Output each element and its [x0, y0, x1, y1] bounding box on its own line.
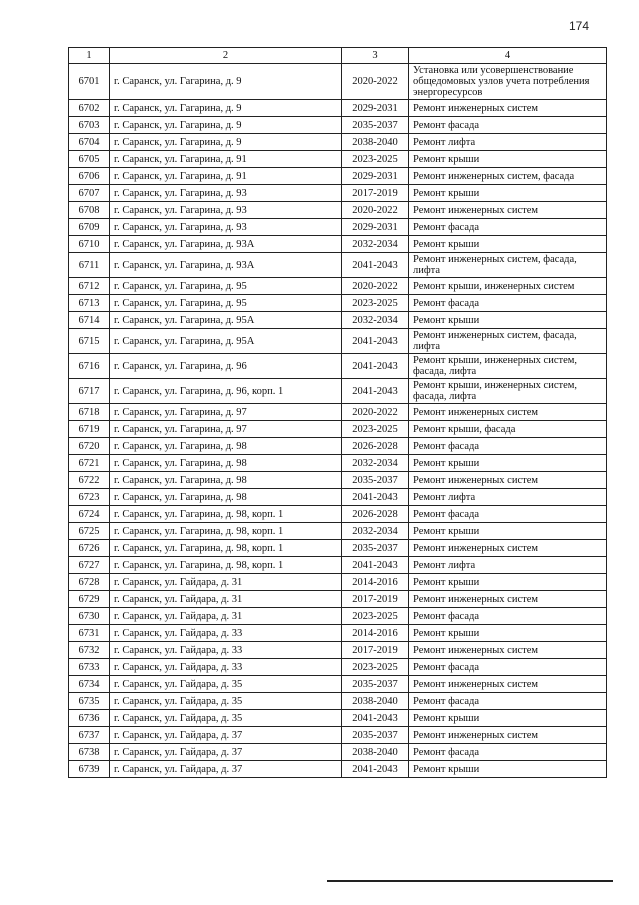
- cell-address: г. Саранск, ул. Гагарина, д. 93А: [110, 253, 342, 278]
- column-header-years: 3: [342, 48, 409, 64]
- cell-work-type: Ремонт крыши, инженерных систем: [409, 278, 607, 295]
- cell-work-type: Ремонт фасада: [409, 608, 607, 625]
- cell-years: 2041-2043: [342, 354, 409, 379]
- table-row: [69, 710, 607, 727]
- cell-row-number: 6705: [69, 151, 110, 168]
- table-row: [69, 625, 607, 642]
- cell-address: г. Саранск, ул. Гагарина, д. 98, корп. 1: [110, 523, 342, 540]
- cell-row-number: 6723: [69, 489, 110, 506]
- cell-years: 2041-2043: [342, 761, 409, 778]
- table-row: [69, 744, 607, 761]
- cell-row-number: 6717: [69, 379, 110, 404]
- cell-years: 2032-2034: [342, 236, 409, 253]
- table-row: [69, 540, 607, 557]
- table-row: [69, 312, 607, 329]
- table-row: [69, 219, 607, 236]
- table-row: [69, 236, 607, 253]
- cell-row-number: 6714: [69, 312, 110, 329]
- cell-work-type: Ремонт инженерных систем: [409, 540, 607, 557]
- cell-years: 2041-2043: [342, 710, 409, 727]
- cell-address: г. Саранск, ул. Гагарина, д. 95А: [110, 312, 342, 329]
- cell-years: 2029-2031: [342, 219, 409, 236]
- cell-work-type: Ремонт крыши: [409, 312, 607, 329]
- table-row: [69, 134, 607, 151]
- cell-row-number: 6701: [69, 64, 110, 100]
- cell-years: 2032-2034: [342, 312, 409, 329]
- cell-row-number: 6737: [69, 727, 110, 744]
- table-row: [69, 253, 607, 278]
- cell-years: 2020-2022: [342, 278, 409, 295]
- repair-schedule-table: [68, 47, 607, 778]
- cell-work-type: Ремонт фасада: [409, 295, 607, 312]
- cell-work-type: Ремонт лифта: [409, 557, 607, 574]
- table-row: [69, 329, 607, 354]
- cell-years: 2029-2031: [342, 168, 409, 185]
- cell-work-type: Ремонт крыши: [409, 574, 607, 591]
- cell-row-number: 6727: [69, 557, 110, 574]
- cell-address: г. Саранск, ул. Гагарина, д. 98, корп. 1: [110, 540, 342, 557]
- cell-row-number: 6736: [69, 710, 110, 727]
- cell-row-number: 6708: [69, 202, 110, 219]
- cell-work-type: Ремонт крыши: [409, 151, 607, 168]
- cell-address: г. Саранск, ул. Гайдара, д. 31: [110, 608, 342, 625]
- cell-address: г. Саранск, ул. Гайдара, д. 31: [110, 591, 342, 608]
- cell-work-type: Ремонт инженерных систем: [409, 642, 607, 659]
- cell-work-type: Ремонт фасада: [409, 693, 607, 710]
- cell-address: г. Саранск, ул. Гагарина, д. 97: [110, 421, 342, 438]
- cell-work-type: Ремонт инженерных систем: [409, 404, 607, 421]
- cell-address: г. Саранск, ул. Гагарина, д. 96, корп. 1: [110, 379, 342, 404]
- table-row: [69, 278, 607, 295]
- table-row: [69, 574, 607, 591]
- cell-work-type: Ремонт крыши, инженерных систем, фасада, лифта: [409, 354, 607, 379]
- table-row: [69, 117, 607, 134]
- table-row: [69, 202, 607, 219]
- table-row: [69, 295, 607, 312]
- cell-row-number: 6706: [69, 168, 110, 185]
- cell-years: 2035-2037: [342, 472, 409, 489]
- cell-row-number: 6718: [69, 404, 110, 421]
- table-row: [69, 438, 607, 455]
- cell-address: г. Саранск, ул. Гагарина, д. 91: [110, 168, 342, 185]
- cell-address: г. Саранск, ул. Гайдара, д. 33: [110, 659, 342, 676]
- cell-years: 2041-2043: [342, 489, 409, 506]
- cell-row-number: 6719: [69, 421, 110, 438]
- cell-address: г. Саранск, ул. Гагарина, д. 9: [110, 117, 342, 134]
- column-header-number: 1: [69, 48, 110, 64]
- cell-work-type: Ремонт крыши: [409, 710, 607, 727]
- cell-work-type: Ремонт инженерных систем: [409, 591, 607, 608]
- table-row: [69, 185, 607, 202]
- cell-row-number: 6713: [69, 295, 110, 312]
- cell-years: 2041-2043: [342, 557, 409, 574]
- cell-work-type: Ремонт крыши: [409, 761, 607, 778]
- cell-row-number: 6722: [69, 472, 110, 489]
- cell-years: 2014-2016: [342, 625, 409, 642]
- column-header-work: 4: [409, 48, 607, 64]
- cell-years: 2038-2040: [342, 134, 409, 151]
- cell-address: г. Саранск, ул. Гайдара, д. 35: [110, 710, 342, 727]
- cell-years: 2038-2040: [342, 744, 409, 761]
- cell-row-number: 6712: [69, 278, 110, 295]
- cell-work-type: Ремонт инженерных систем: [409, 676, 607, 693]
- bottom-rule: [327, 880, 613, 882]
- cell-years: 2026-2028: [342, 438, 409, 455]
- cell-address: г. Саранск, ул. Гагарина, д. 98: [110, 438, 342, 455]
- cell-row-number: 6710: [69, 236, 110, 253]
- table-row: [69, 693, 607, 710]
- cell-years: 2020-2022: [342, 64, 409, 100]
- cell-years: 2023-2025: [342, 421, 409, 438]
- cell-work-type: Ремонт инженерных систем: [409, 100, 607, 117]
- cell-row-number: 6703: [69, 117, 110, 134]
- table-row: [69, 455, 607, 472]
- cell-years: 2017-2019: [342, 591, 409, 608]
- cell-address: г. Саранск, ул. Гайдара, д. 37: [110, 761, 342, 778]
- cell-work-type: Ремонт фасада: [409, 659, 607, 676]
- cell-address: г. Саранск, ул. Гайдара, д. 33: [110, 642, 342, 659]
- cell-years: 2035-2037: [342, 727, 409, 744]
- table-row: [69, 608, 607, 625]
- cell-work-type: Ремонт крыши: [409, 625, 607, 642]
- cell-row-number: 6733: [69, 659, 110, 676]
- table-row: [69, 506, 607, 523]
- cell-work-type: Ремонт лифта: [409, 489, 607, 506]
- cell-row-number: 6732: [69, 642, 110, 659]
- cell-years: 2023-2025: [342, 151, 409, 168]
- cell-work-type: Ремонт крыши: [409, 523, 607, 540]
- table-row: [69, 727, 607, 744]
- cell-years: 2041-2043: [342, 379, 409, 404]
- cell-work-type: Установка или усовершенствование общедомовых узлов учета потребления энергоресурсов: [409, 64, 607, 100]
- cell-row-number: 6715: [69, 329, 110, 354]
- table-row: [69, 591, 607, 608]
- cell-address: г. Саранск, ул. Гагарина, д. 95А: [110, 329, 342, 354]
- cell-address: г. Саранск, ул. Гагарина, д. 97: [110, 404, 342, 421]
- cell-address: г. Саранск, ул. Гайдара, д. 35: [110, 676, 342, 693]
- cell-work-type: Ремонт инженерных систем: [409, 727, 607, 744]
- cell-work-type: Ремонт фасада: [409, 438, 607, 455]
- cell-row-number: 6734: [69, 676, 110, 693]
- cell-address: г. Саранск, ул. Гагарина, д. 93: [110, 219, 342, 236]
- cell-years: 2032-2034: [342, 455, 409, 472]
- cell-years: 2041-2043: [342, 329, 409, 354]
- cell-work-type: Ремонт фасада: [409, 506, 607, 523]
- cell-work-type: Ремонт крыши, фасада: [409, 421, 607, 438]
- cell-work-type: Ремонт фасада: [409, 117, 607, 134]
- cell-row-number: 6709: [69, 219, 110, 236]
- cell-address: г. Саранск, ул. Гагарина, д. 98, корп. 1: [110, 557, 342, 574]
- cell-work-type: Ремонт фасада: [409, 219, 607, 236]
- cell-row-number: 6704: [69, 134, 110, 151]
- cell-years: 2023-2025: [342, 608, 409, 625]
- cell-years: 2014-2016: [342, 574, 409, 591]
- cell-address: г. Саранск, ул. Гагарина, д. 98: [110, 455, 342, 472]
- cell-address: г. Саранск, ул. Гагарина, д. 93: [110, 185, 342, 202]
- cell-years: 2041-2043: [342, 253, 409, 278]
- cell-row-number: 6702: [69, 100, 110, 117]
- cell-address: г. Саранск, ул. Гагарина, д. 93: [110, 202, 342, 219]
- cell-work-type: Ремонт инженерных систем, фасада, лифта: [409, 329, 607, 354]
- cell-years: 2017-2019: [342, 185, 409, 202]
- cell-row-number: 6707: [69, 185, 110, 202]
- page-number: 174: [568, 19, 589, 33]
- cell-years: 2017-2019: [342, 642, 409, 659]
- table-row: [69, 379, 607, 404]
- cell-years: 2032-2034: [342, 523, 409, 540]
- cell-address: г. Саранск, ул. Гайдара, д. 35: [110, 693, 342, 710]
- cell-address: г. Саранск, ул. Гагарина, д. 98: [110, 489, 342, 506]
- column-header-address: 2: [110, 48, 342, 64]
- cell-address: г. Саранск, ул. Гагарина, д. 98: [110, 472, 342, 489]
- cell-work-type: Ремонт лифта: [409, 134, 607, 151]
- cell-address: г. Саранск, ул. Гайдара, д. 37: [110, 727, 342, 744]
- table-row: [69, 557, 607, 574]
- table-row: [69, 472, 607, 489]
- cell-row-number: 6728: [69, 574, 110, 591]
- cell-years: 2038-2040: [342, 693, 409, 710]
- cell-row-number: 6720: [69, 438, 110, 455]
- cell-address: г. Саранск, ул. Гагарина, д. 95: [110, 278, 342, 295]
- table-row: [69, 168, 607, 185]
- cell-row-number: 6739: [69, 761, 110, 778]
- table-row: [69, 489, 607, 506]
- cell-row-number: 6711: [69, 253, 110, 278]
- cell-row-number: 6724: [69, 506, 110, 523]
- table-row: [69, 761, 607, 778]
- cell-row-number: 6726: [69, 540, 110, 557]
- cell-address: г. Саранск, ул. Гагарина, д. 95: [110, 295, 342, 312]
- cell-years: 2023-2025: [342, 295, 409, 312]
- table-row: [69, 100, 607, 117]
- table-row: [69, 523, 607, 540]
- cell-address: г. Саранск, ул. Гагарина, д. 9: [110, 64, 342, 100]
- table-row: [69, 64, 607, 100]
- cell-years: 2020-2022: [342, 404, 409, 421]
- cell-address: г. Саранск, ул. Гайдара, д. 37: [110, 744, 342, 761]
- table-row: [69, 659, 607, 676]
- cell-row-number: 6716: [69, 354, 110, 379]
- table-row: [69, 642, 607, 659]
- cell-address: г. Саранск, ул. Гагарина, д. 96: [110, 354, 342, 379]
- cell-address: г. Саранск, ул. Гайдара, д. 31: [110, 574, 342, 591]
- table-row: [69, 354, 607, 379]
- cell-row-number: 6730: [69, 608, 110, 625]
- cell-work-type: Ремонт крыши: [409, 185, 607, 202]
- cell-address: г. Саранск, ул. Гагарина, д. 9: [110, 134, 342, 151]
- cell-work-type: Ремонт инженерных систем: [409, 202, 607, 219]
- cell-address: г. Саранск, ул. Гагарина, д. 98, корп. 1: [110, 506, 342, 523]
- cell-years: 2035-2037: [342, 117, 409, 134]
- table-body: [69, 48, 607, 778]
- cell-row-number: 6735: [69, 693, 110, 710]
- cell-address: г. Саранск, ул. Гагарина, д. 91: [110, 151, 342, 168]
- cell-row-number: 6731: [69, 625, 110, 642]
- cell-work-type: Ремонт крыши: [409, 236, 607, 253]
- cell-years: 2029-2031: [342, 100, 409, 117]
- cell-work-type: Ремонт крыши, инженерных систем, фасада, лифта: [409, 379, 607, 404]
- cell-years: 2026-2028: [342, 506, 409, 523]
- cell-row-number: 6729: [69, 591, 110, 608]
- table-row: [69, 404, 607, 421]
- cell-row-number: 6725: [69, 523, 110, 540]
- cell-work-type: Ремонт фасада: [409, 744, 607, 761]
- cell-years: 2035-2037: [342, 540, 409, 557]
- cell-work-type: Ремонт крыши: [409, 455, 607, 472]
- table-row: [69, 151, 607, 168]
- cell-address: г. Саранск, ул. Гагарина, д. 9: [110, 100, 342, 117]
- cell-address: г. Саранск, ул. Гагарина, д. 93А: [110, 236, 342, 253]
- cell-years: 2035-2037: [342, 676, 409, 693]
- table-row: [69, 676, 607, 693]
- cell-years: 2023-2025: [342, 659, 409, 676]
- cell-row-number: 6721: [69, 455, 110, 472]
- cell-work-type: Ремонт инженерных систем: [409, 472, 607, 489]
- cell-address: г. Саранск, ул. Гайдара, д. 33: [110, 625, 342, 642]
- cell-work-type: Ремонт инженерных систем, фасада, лифта: [409, 253, 607, 278]
- cell-row-number: 6738: [69, 744, 110, 761]
- table-row: [69, 421, 607, 438]
- cell-years: 2020-2022: [342, 202, 409, 219]
- cell-work-type: Ремонт инженерных систем, фасада: [409, 168, 607, 185]
- table-header-row: [69, 48, 607, 64]
